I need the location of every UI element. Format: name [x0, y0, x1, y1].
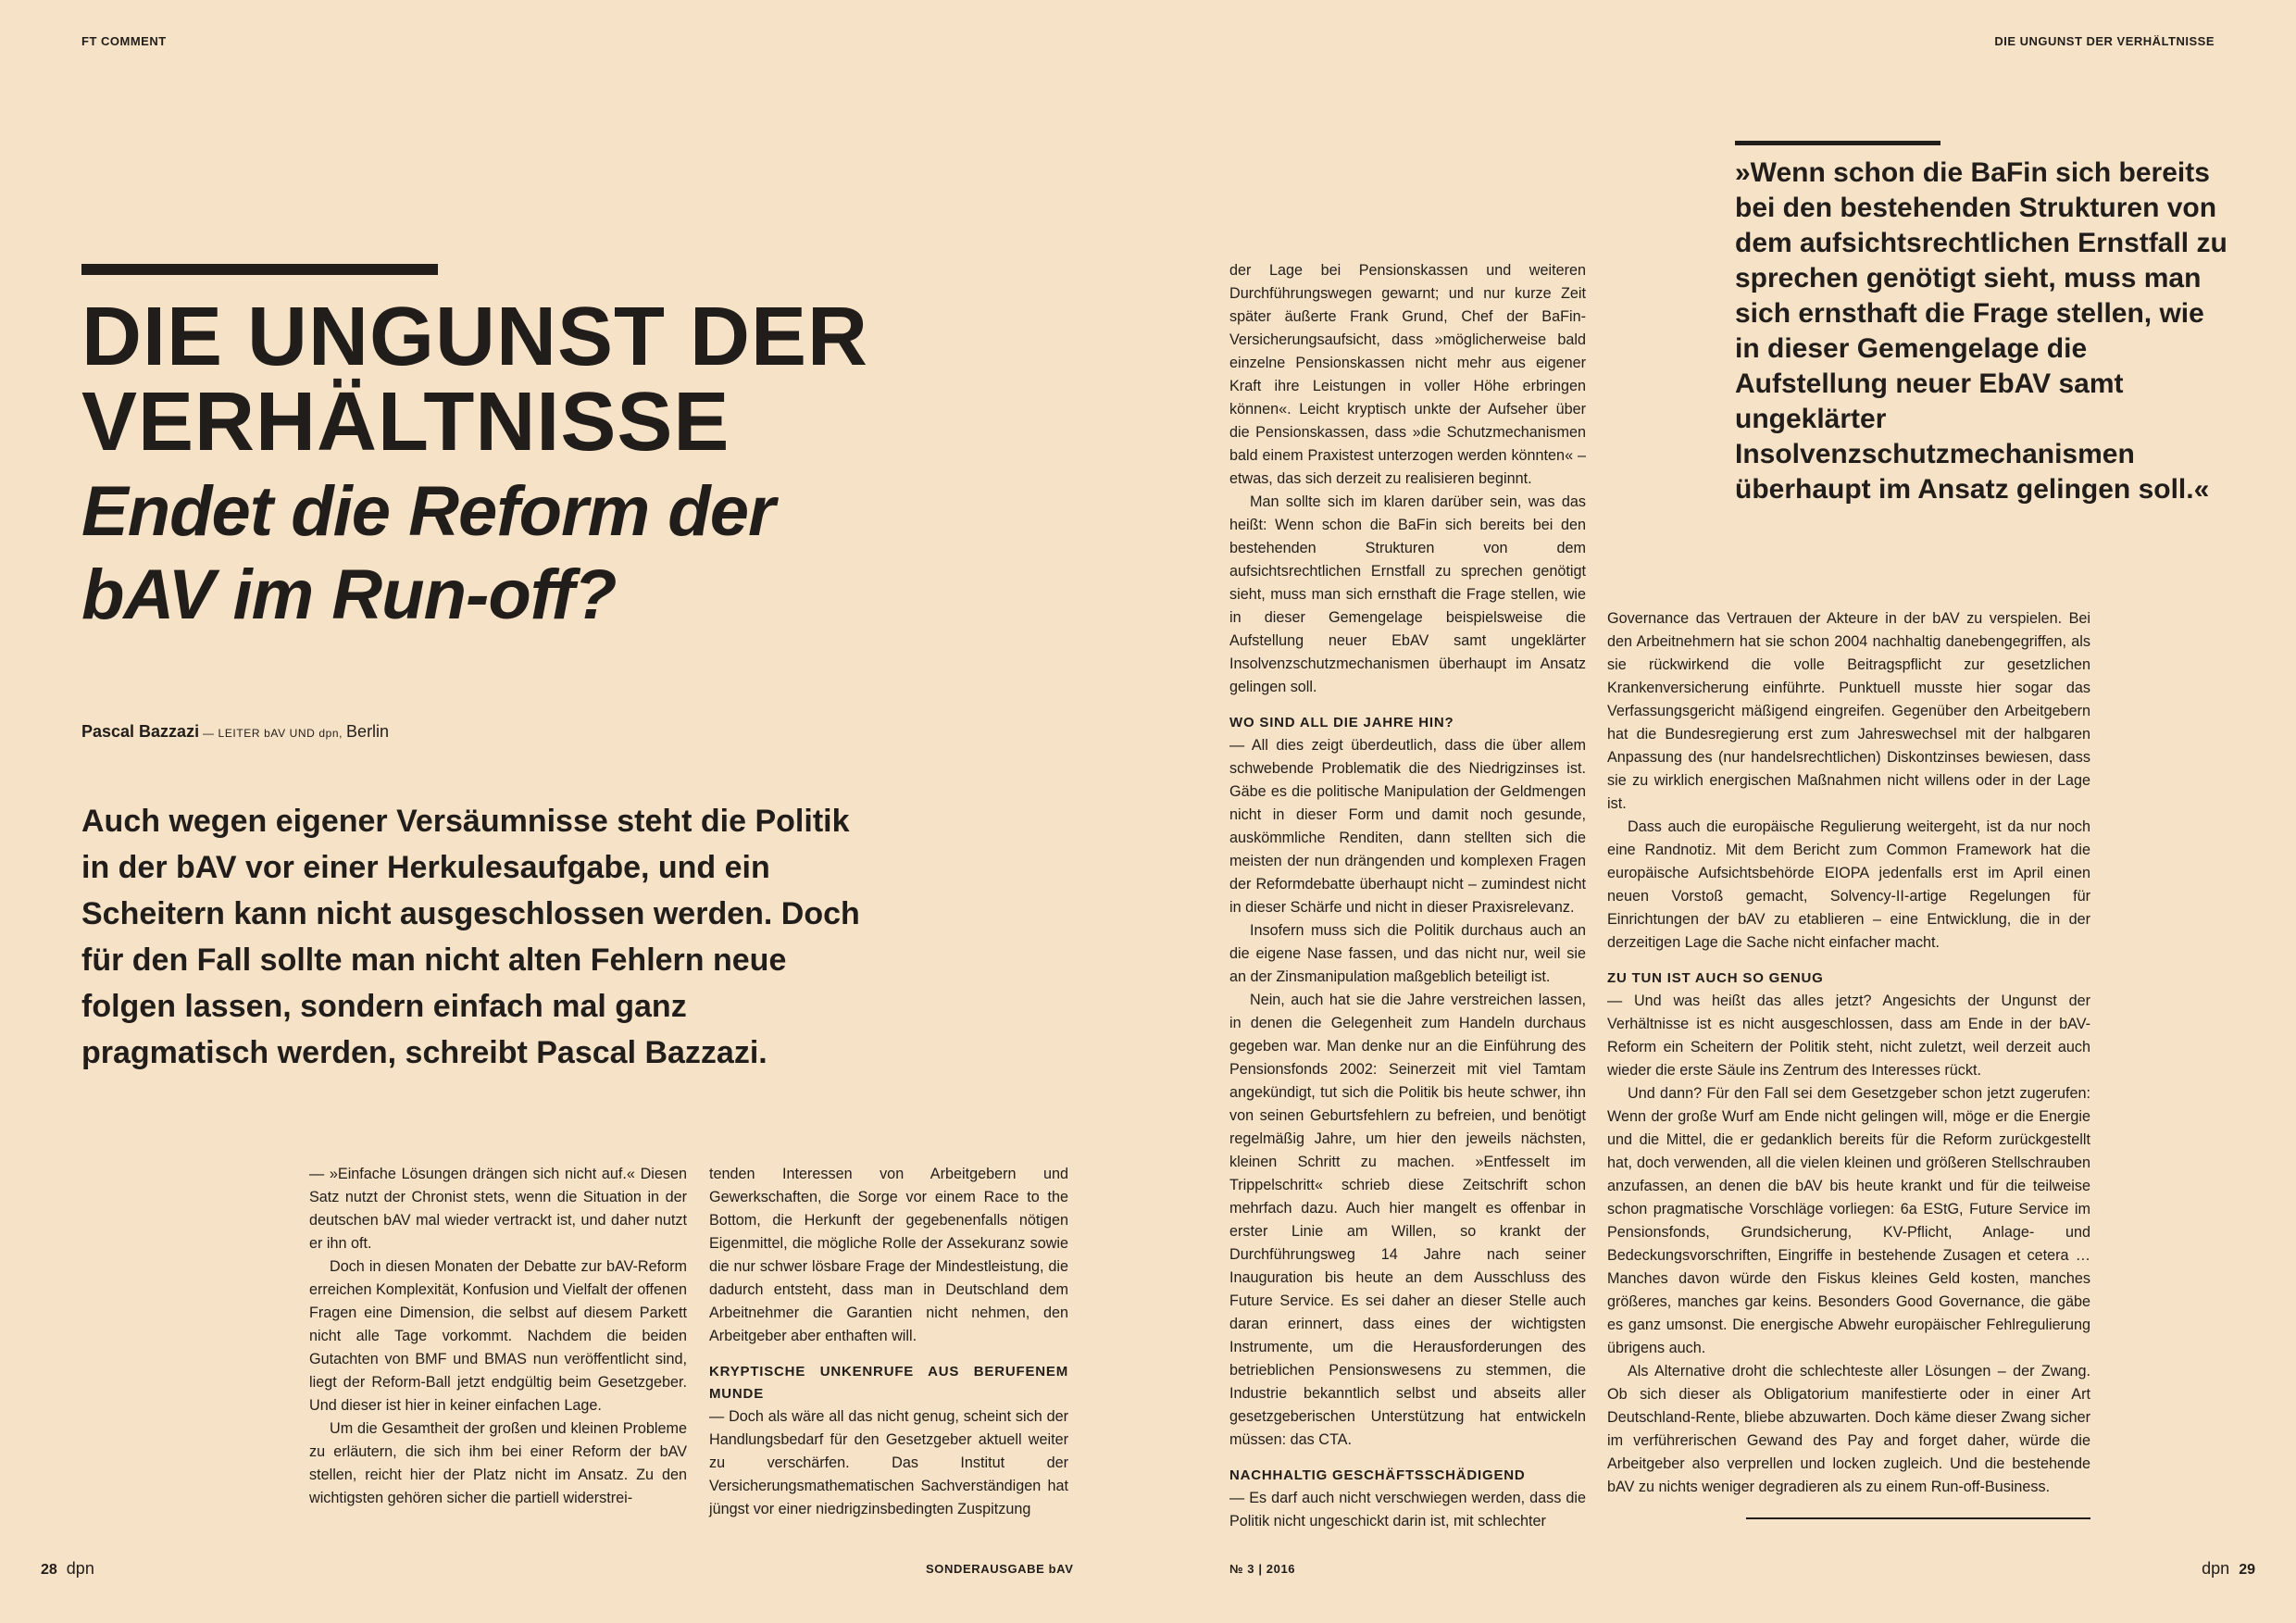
running-head-right: DIE UNGUNST DER VERHÄLTNISSE	[1994, 34, 2215, 48]
section-heading: WO SIND ALL DIE JAHRE HIN?	[1229, 715, 1454, 730]
section-heading: KRYPTISCHE UNKENRUFE AUS BERUFENEM MUNDE	[709, 1364, 1068, 1402]
paragraph: — All dies zeigt überdeutlich, dass die über allem schwebende Problematik die des Niedrigzinses ist. Gäbe es die politische Manipulation der Geldmengen nicht in dieser Form und damit noch gesunde, auskömmliche Renditen, dann stellten sich die meisten der nun drängenden und komplexen Fragen der Reformdebatte überhaupt nicht – zumindest nicht in dieser Schärfe und nicht in dieser Praxisrelevanz.	[1229, 737, 1586, 916]
paragraph: tenden Interessen von Arbeitgebern und Gewerkschaften, die Sorge vor einem Race to the Bottom, die Herkunft der gegebenenfalls nötigen Eigenmittel, die mögliche Rolle der Assekuranz sowie die nur schwer lösbare Frage der Mindestleistung, die dadurch entsteht, dass man in Deutschland dem Arbeitnehmer die Garantien nicht nehmen, den Arbeitgeber aber enthaften will.	[709, 1166, 1068, 1344]
page-number-left: 28	[41, 1562, 57, 1578]
byline	[81, 722, 389, 742]
paragraph: der Lage bei Pensionskassen und weiteren Durchführungswegen gewarnt; und nur kurze Zeit später äußerte Frank Grund, Chef der BaFin-Versicherungsaufsicht, dass »möglicherweise bald einzelne Pensionskassen nicht mehr aus eigener Kraft ihre Leistungen in voller Höhe erbringen können«. Leicht kryptisch unkte der Aufseher über die Pensionskassen, dass »die Schutzmechanismen bald einem Praxistest unterzogen werden könnten« – etwas, das sich derzeit zu realisieren beginnt.	[1229, 262, 1586, 487]
folio-left	[41, 1559, 104, 1579]
paragraph: — Doch als wäre all das nicht genug, scheint sich der Handlungsbedarf für den Gesetzgeber aktuell weiter zu verschärfen. Das Institut der Versicherungsmathematischen Sachverständigen hat jüngst vor einer niedrigzinsbedingten Zuspitzung	[709, 1408, 1068, 1517]
dpn-logo-right: dpn	[2202, 1559, 2230, 1578]
paragraph: Dass auch die europäische Regulierung weitergeht, ist da nur noch eine Randnotiz. Mit dem Bericht zum Common Framework hat die europäische Aufsichtsbehörde EIOPA jedenfalls erst im April einen neuen Vorstoß gemacht, Solvency-II-artige Regelungen für Einrichtungen der bAV zu etablieren – eine Entwicklung, die in der derzeitigen Lage die Sache nicht einfacher macht.	[1607, 818, 2090, 951]
paragraph: Governance das Vertrauen der Akteure in der bAV zu verspielen. Bei den Arbeitnehmern hat sie schon 2004 nachhaltig danebengegriffen, als sie rückwirkend die volle Beitragspflicht zur gesetzlichen Krankenversicherung einführte. Punktuell musste hier sogar das Verfassungsgericht mäßigend eingreifen. Gegenüber den Arbeitgebern hat die Bundesregierung erst zum Jahreswechsel mit der halbgaren Anpassung des (nur handelsrechtlichen) Diskontzinses bewiesen, dass sie zu wirklich energischen Maßnahmen nicht willens oder in der Lage ist.	[1607, 610, 2090, 812]
section-heading: NACHHALTIG GESCHÄFTSSCHÄDIGEND	[1229, 1467, 1526, 1483]
paragraph: — Und was heißt das alles jetzt? Angesichts der Ungunst der Verhältnisse ist es nicht ausgeschlossen, dass am Ende in der bAV-Reform ein Scheitern der Politik steht, nicht zuletzt, weil derzeit auch wieder die erste Säule ins Zentrum des Interesses rückt.	[1607, 993, 2090, 1079]
paragraph: Doch in diesen Monaten der Debatte zur bAV-Reform erreichen Komplexität, Konfusion und Vielfalt der offenen Fragen eine Dimension, die selbst auf diesem Parkett nicht alle Tage vorkommt. Nachdem die beiden Gutachten von BMF und BMAS nun veröffentlicht sind, liegt der Reform-Ball jetzt endgültig beim Gesetzgeber. Und dieser ist hier in keiner einfachen Lage.	[309, 1258, 687, 1414]
text-column-4	[1607, 607, 2090, 1499]
byline-name: Pascal Bazzazi	[81, 722, 200, 741]
paragraph: Und dann? Für den Fall sei dem Gesetzgeber schon jetzt zugerufen: Wenn der große Wurf am Ende nicht gelingen will, möge er die Energie und die Mittel, die er gedanklich bereits für die Reform zurückgestellt hat, doch verwenden, all die vielen kleinen und größeren Stellschrauben anzufassen, an denen die bAV bis heute krankt und für die teilweise schon pragmatische Vorschläge vorliegen: 6a EStG, Future Service im Pensionsfonds, Grundsicherung, KV-Pflicht, Anlage- und Bedeckungsvorschriften, Eingriffe in bestehende Zusagen et cetera … Manches davon würde den Fiskus kleines Geld kosten, manches größeres, manches gar keins. Besonders Good Governance, die gäbe es ganz umsonst. Die energische Abwehr europäischer Fehlregulierung übrigens auch.	[1607, 1085, 2090, 1356]
end-rule	[1746, 1517, 2090, 1519]
paragraph: Nein, auch hat sie die Jahre verstreichen lassen, in denen die Gelegenheit zum Handeln durchaus gegeben war. Man denke nur an die Einführung des Pensionsfonds 2002: Seinerzeit mit viel Tamtam angekündigt, tut sich die Politik bis heute schwer, ihn von seinen Geburtsfehlern zu befreien, und benötigt regelmäßig Jahre, um hier den jeweils nächsten, kleinen Schritt zu machen. »Entfesselt im Trippelschritt« schrieb diese Zeitschrift schon mehrfach dazu. Auch hier mangelt es offenbar in erster Linie am Willen, so krankt der Durchführungsweg 14 Jahre nach seiner Inauguration bis heute an dem Ausschluss des Future Service. Es sei daher an dieser Stelle auch daran erinnert, dass eines der wichtigsten Instrumente, um die Herausforderungen des betrieblichen Pensionswesens zu stemmen, die Industrie bekanntlich selbst und abseits aller gesetzgeberischen Unterstützung hat entwickeln müssen: das CTA.	[1229, 992, 1586, 1448]
section-heading: ZU TUN IST AUCH SO GENUG	[1607, 970, 1824, 986]
title-rule	[81, 264, 438, 275]
subtitle-line-1: Endet die Reform der	[81, 472, 775, 551]
page-number-right: 29	[2239, 1562, 2255, 1578]
byline-city: Berlin	[346, 722, 390, 741]
subtitle-line-2: bAV im Run-off?	[81, 556, 617, 634]
pull-quote: »Wenn schon die BaFin sich bereits bei den bestehenden Strukturen von dem aufsichtsrechtlichen Ernstfall zu sprechen genötigt sieht, muss man sich ernsthaft die Frage stellen, wie in dieser Gemengelage die Aufstellung neuer EbAV samt ungeklärter Insolvenzschutzmechanismen überhaupt im Ansatz gelingen soll.«	[1735, 157, 2227, 505]
lead-paragraph: Auch wegen eigener Versäumnisse steht die Politik in der bAV vor einer Herkulesaufgabe, und ein Scheitern kann nicht ausgeschlossen werden. Doch für den Fall sollte man nicht alten Fehlern neue folgen lassen, sondern einfach mal ganz pragmatisch werden, schreibt Pascal Bazzazi.	[81, 804, 860, 1070]
text-column-1	[309, 1163, 687, 1510]
pullquote-rule	[1735, 141, 1940, 145]
paragraph: Man sollte sich im klaren darüber sein, was das heißt: Wenn schon die BaFin sich bereits bei den bestehenden Strukturen von dem aufsichtsrechtlichen Ernstfall zu sprechen genötigt sieht, muss man sich ernsthaft die Frage stellen, wie in dieser Gemengelage beispielsweise die Aufstellung neuer EbAV samt ungeklärter Insolvenzschutzmechanismen überhaupt im Ansatz gelingen soll.	[1229, 493, 1586, 695]
title-line-1: DIE UNGUNST DER	[81, 291, 869, 383]
article-title	[81, 291, 915, 468]
article-subtitle	[81, 470, 915, 637]
section-label: SONDERAUSGABE bAV	[926, 1562, 1074, 1576]
paragraph: — »Einfache Lösungen drängen sich nicht auf.« Diesen Satz nutzt der Chronist stets, wenn die Situation in der deutschen bAV mal wieder vertrackt ist, und daher nutzt er ihn oft.	[309, 1166, 687, 1252]
text-column-3	[1229, 259, 1586, 1533]
paragraph: Um die Gesamtheit der großen und kleinen Probleme zu erläutern, die sich ihm bei einer Reform der bAV stellen, reicht hier der Platz nicht im Ansatz. Zu den wichtigsten gehören sicher die partiell widerstrei-	[309, 1420, 687, 1506]
text-column-2	[709, 1163, 1068, 1521]
paragraph: — Es darf auch nicht verschwiegen werden, dass die Politik nicht ungeschickt darin ist, mit schlechter	[1229, 1490, 1586, 1529]
running-head-left: FT COMMENT	[81, 34, 167, 48]
dpn-logo-left: dpn	[66, 1559, 94, 1578]
paragraph: Insofern muss sich die Politik durchaus auch an die eigene Nase fassen, und das nicht nur, weil sie an der Zinsmanipulation maßgeblich beteiligt ist.	[1229, 922, 1586, 985]
title-line-2: VERHÄLTNISSE	[81, 376, 730, 468]
issue-label: № 3 | 2016	[1229, 1562, 1296, 1576]
byline-role: — LEITER bAV UND dpn,	[199, 727, 347, 740]
paragraph: Als Alternative droht die schlechteste aller Lösungen – der Zwang. Ob sich dieser als Obligatorium manifestierte oder in einer Art Deutschland-Rente, bliebe abzuwarten. Doch käme dieser Zwang sicher im verführerischen Gewand des Pay and forget daher, würde die Arbeitgeber also verprellen und locken zugleich. Und die bestehende bAV zu nichts weniger degradieren als zu einem Run-off-Business.	[1607, 1363, 2090, 1495]
folio-right	[2192, 1559, 2255, 1579]
